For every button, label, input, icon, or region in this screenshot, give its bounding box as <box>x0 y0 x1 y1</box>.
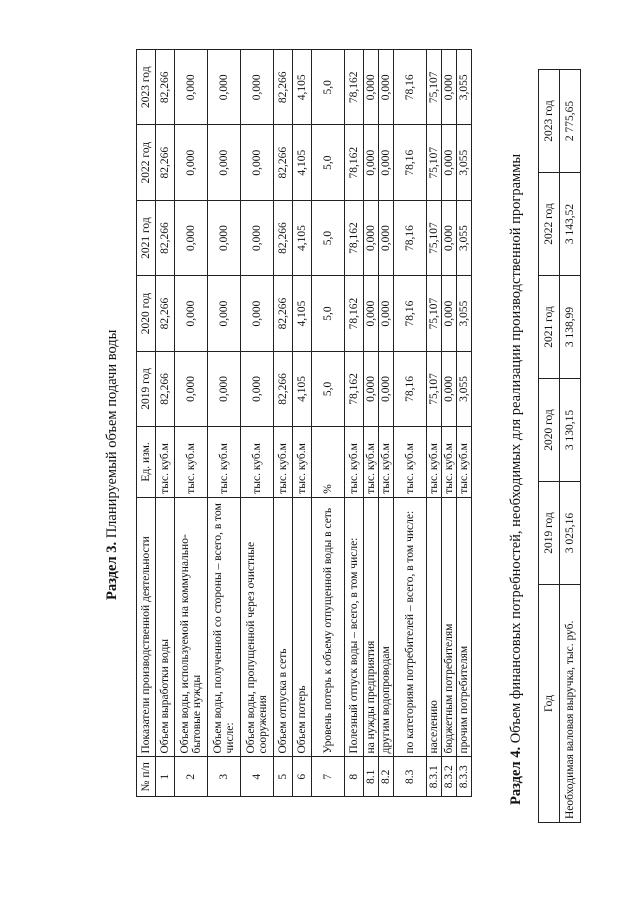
row-unit: тыс. куб.м <box>274 427 293 498</box>
section3-heading <box>104 330 121 600</box>
row-value: 0,000 <box>379 200 394 275</box>
row-label: Полезный отпуск воды – всего, в том числе: <box>345 497 364 757</box>
row-value: 0,000 <box>208 351 241 426</box>
row-unit: тыс. куб.м <box>394 427 427 498</box>
row-unit: тыс. куб.м <box>364 427 379 498</box>
table-row <box>274 50 293 797</box>
row-value: 0,000 <box>208 50 241 125</box>
row-label: прочим потребителям <box>457 497 472 757</box>
row-label: Объем воды, полученной со стороны – всего, в том числе: <box>208 497 241 757</box>
column-header: 2020 год <box>137 276 156 351</box>
row-number: 8.3.2 <box>442 757 457 797</box>
row-value: 78,162 <box>345 200 364 275</box>
row-value: 78,162 <box>345 125 364 200</box>
water-supply-table-body <box>137 50 472 797</box>
row-unit: тыс. куб.м <box>427 427 442 498</box>
row-value: 78,16 <box>394 276 427 351</box>
row-value: 78,16 <box>394 200 427 275</box>
row-number: 8.3.1 <box>427 757 442 797</box>
row-label: Необходимая валовая выручка, тыс. руб. <box>560 585 581 823</box>
row-value: 0,000 <box>364 125 379 200</box>
row-unit: тыс. куб.м <box>156 427 175 498</box>
row-value: 0,000 <box>175 200 208 275</box>
row-value: 4,105 <box>293 351 312 426</box>
row-value: 78,162 <box>345 276 364 351</box>
row-number: 4 <box>241 757 274 797</box>
column-header: 2020 год <box>539 379 560 482</box>
row-label: Объем воды, пропущенной через очистные сооружения <box>241 497 274 757</box>
row-unit: тыс. куб.м <box>175 427 208 498</box>
row-value: 0,000 <box>442 125 457 200</box>
row-unit: % <box>312 427 345 498</box>
table-row <box>241 50 274 797</box>
row-value: 82,266 <box>156 276 175 351</box>
row-label: бюджетным потребителям <box>442 497 457 757</box>
row-value: 78,162 <box>345 50 364 125</box>
row-value: 82,266 <box>156 50 175 125</box>
row-value: 0,000 <box>442 200 457 275</box>
row-unit: тыс. куб.м <box>293 427 312 498</box>
row-value: 3,055 <box>457 125 472 200</box>
row-value: 82,266 <box>274 351 293 426</box>
column-header: 2021 год <box>137 200 156 275</box>
row-label: Объем потерь <box>293 497 312 757</box>
row-value: 3,055 <box>457 351 472 426</box>
row-number: 8 <box>345 757 364 797</box>
row-value: 0,000 <box>364 200 379 275</box>
row-label: населению <box>427 497 442 757</box>
table-row <box>394 50 427 797</box>
row-value: 3,055 <box>457 50 472 125</box>
section3-heading-bold: Раздел 3. <box>104 541 120 600</box>
column-header: 2022 год <box>539 173 560 276</box>
row-value: 4,105 <box>293 125 312 200</box>
column-header: Год <box>539 585 560 823</box>
table-row <box>156 50 175 797</box>
row-value: 82,266 <box>274 200 293 275</box>
column-header: 2021 год <box>539 276 560 379</box>
row-value: 0,000 <box>241 200 274 275</box>
row-value: 4,105 <box>293 276 312 351</box>
row-value: 0,000 <box>241 50 274 125</box>
row-value: 5,0 <box>312 200 345 275</box>
row-value: 78,162 <box>345 351 364 426</box>
table-row <box>312 50 345 797</box>
table-row <box>364 50 379 797</box>
row-value: 0,000 <box>208 276 241 351</box>
row-value: 75,107 <box>427 351 442 426</box>
table-row <box>457 50 472 797</box>
row-value: 0,000 <box>175 276 208 351</box>
column-header: Показатели производственной деятельности <box>137 497 156 757</box>
column-header: 2019 год <box>137 351 156 426</box>
row-unit: тыс. куб.м <box>379 427 394 498</box>
row-number: 8.3.3 <box>457 757 472 797</box>
table-row <box>345 50 364 797</box>
row-value: 0,000 <box>379 276 394 351</box>
row-value: 82,266 <box>156 125 175 200</box>
row-label: Объем отпуска в сеть <box>274 497 293 757</box>
row-value: 3 138,99 <box>560 276 581 379</box>
row-unit: тыс. куб.м <box>457 427 472 498</box>
row-value: 5,0 <box>312 351 345 426</box>
table-row <box>427 50 442 797</box>
row-unit: тыс. куб.м <box>345 427 364 498</box>
row-value: 0,000 <box>241 125 274 200</box>
row-value: 2 775,65 <box>560 70 581 173</box>
row-value: 5,0 <box>312 276 345 351</box>
row-value: 75,107 <box>427 276 442 351</box>
row-value: 5,0 <box>312 50 345 125</box>
row-value: 0,000 <box>208 125 241 200</box>
row-label: на нужды предприятия <box>364 497 379 757</box>
financial-needs-table <box>538 69 581 823</box>
row-number: 8.1 <box>364 757 379 797</box>
row-value: 3,055 <box>457 276 472 351</box>
row-value: 0,000 <box>442 50 457 125</box>
column-header: Ед. изм. <box>137 427 156 498</box>
row-value: 75,107 <box>427 125 442 200</box>
row-unit: тыс. куб.м <box>241 427 274 498</box>
table-row <box>293 50 312 797</box>
row-label: Объем выработки воды <box>156 497 175 757</box>
row-value: 0,000 <box>364 351 379 426</box>
row-value: 82,266 <box>156 200 175 275</box>
row-label: Объем воды, используемой на коммунально-бытовые нужды <box>175 497 208 757</box>
row-value: 4,105 <box>293 200 312 275</box>
row-value: 4,105 <box>293 50 312 125</box>
row-value: 82,266 <box>156 351 175 426</box>
row-value: 0,000 <box>241 351 274 426</box>
water-supply-table <box>136 49 472 797</box>
table-row <box>379 50 394 797</box>
row-value: 0,000 <box>208 200 241 275</box>
row-value: 0,000 <box>379 351 394 426</box>
row-value: 0,000 <box>442 276 457 351</box>
row-value: 0,000 <box>379 125 394 200</box>
row-value: 0,000 <box>379 50 394 125</box>
row-number: 7 <box>312 757 345 797</box>
section3-heading-text: Планируемый объем подачи воды <box>104 329 120 542</box>
table-row <box>560 70 581 823</box>
row-value: 0,000 <box>364 50 379 125</box>
row-value: 78,16 <box>394 125 427 200</box>
row-label: другим водопроводам <box>379 497 394 757</box>
row-value: 78,16 <box>394 50 427 125</box>
row-value: 3,055 <box>457 200 472 275</box>
row-number: 8.2 <box>379 757 394 797</box>
row-number: 5 <box>274 757 293 797</box>
table-row <box>208 50 241 797</box>
row-number: 1 <box>156 757 175 797</box>
row-value: 3 130,15 <box>560 379 581 482</box>
section4-heading-bold: Раздел 4. <box>508 746 524 805</box>
column-header: 2023 год <box>539 70 560 173</box>
row-number: 8.3 <box>394 757 427 797</box>
row-number: 6 <box>293 757 312 797</box>
row-value: 5,0 <box>312 125 345 200</box>
column-header: 2022 год <box>137 125 156 200</box>
column-header: № п/п <box>137 757 156 797</box>
section4-heading <box>508 154 525 805</box>
column-header: 2019 год <box>539 482 560 585</box>
row-value: 75,107 <box>427 200 442 275</box>
financial-needs-table-body <box>539 70 581 823</box>
row-value: 0,000 <box>442 351 457 426</box>
row-value: 0,000 <box>241 276 274 351</box>
row-unit: тыс. куб.м <box>442 427 457 498</box>
section4-heading-text: Объем финансовых потребностей, необходимых для реализации производственной программы <box>508 153 524 747</box>
table-row <box>175 50 208 797</box>
table-header-row <box>539 70 560 823</box>
row-value: 0,000 <box>364 276 379 351</box>
row-value: 75,107 <box>427 50 442 125</box>
row-value: 78,16 <box>394 351 427 426</box>
row-number: 3 <box>208 757 241 797</box>
row-value: 3 025,16 <box>560 482 581 585</box>
row-value: 82,266 <box>274 125 293 200</box>
table-header-row <box>137 50 156 797</box>
row-unit: тыс. куб.м <box>208 427 241 498</box>
column-header: 2023 год <box>137 50 156 125</box>
row-label: Уровень потерь к объему отпущенной воды в сеть <box>312 497 345 757</box>
row-value: 3 143,52 <box>560 173 581 276</box>
table-row <box>442 50 457 797</box>
row-label: по категориям потребителей – всего, в том числе: <box>394 497 427 757</box>
row-value: 82,266 <box>274 276 293 351</box>
row-value: 0,000 <box>175 50 208 125</box>
row-value: 0,000 <box>175 125 208 200</box>
row-value: 0,000 <box>175 351 208 426</box>
row-value: 82,266 <box>274 50 293 125</box>
row-number: 2 <box>175 757 208 797</box>
